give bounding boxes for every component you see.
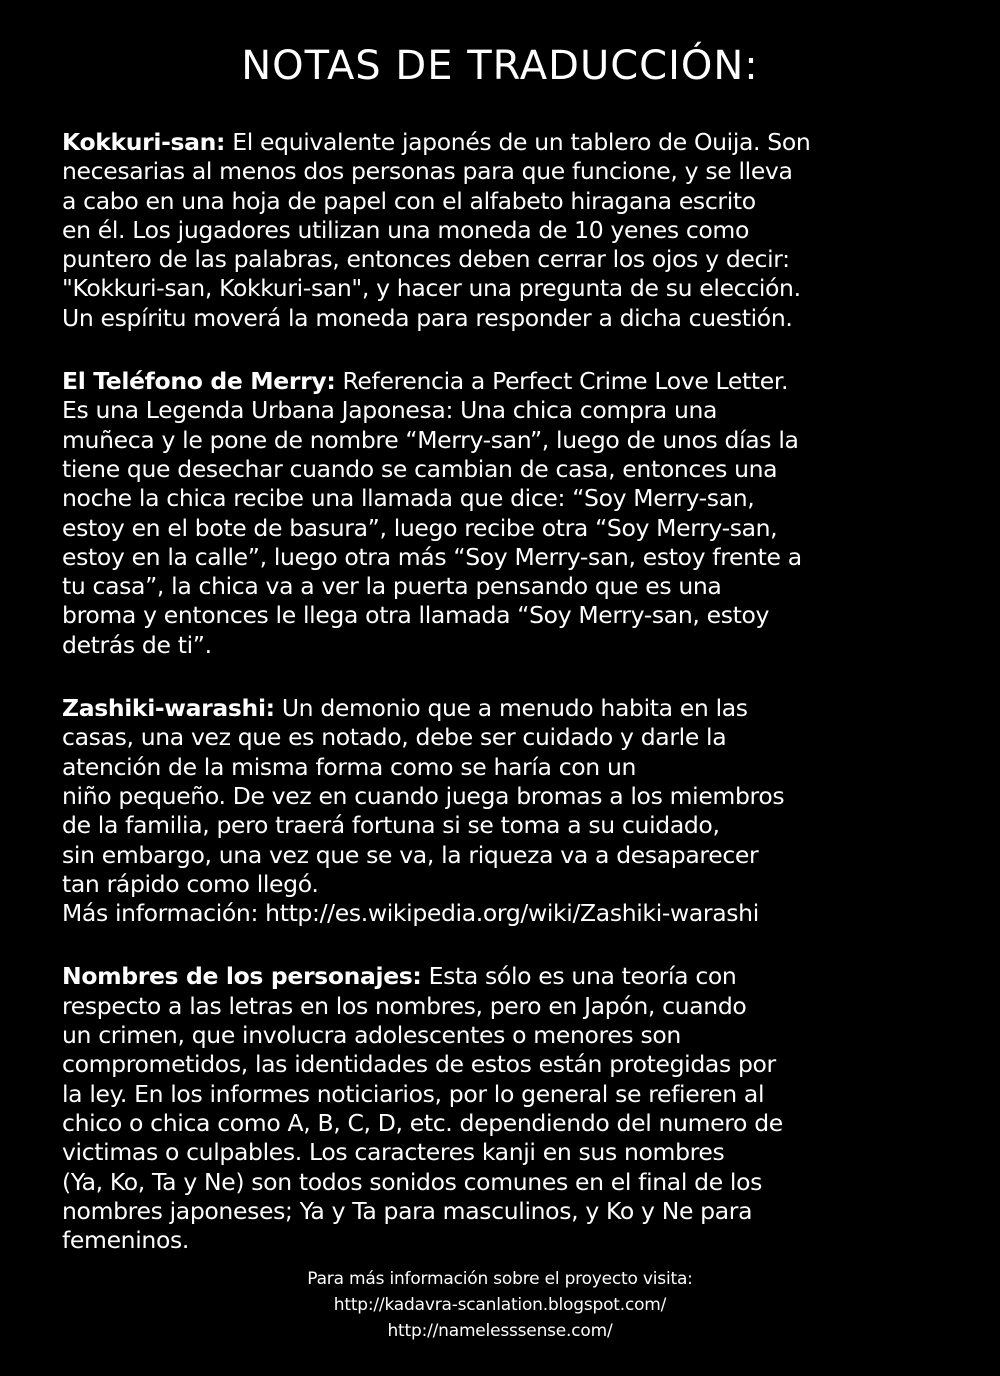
page-title: NOTAS DE TRADUCCIÓN: [241,43,759,89]
note-line: victimas o culpables. Los caracteres kanji en sus nombres [62,1138,725,1167]
note-line: la ley. En los informes noticiarios, por lo general se refieren al [62,1079,765,1108]
note-line: Referencia a Perfect Crime Love Letter. [335,367,789,396]
footer-link-namelesssense[interactable]: http://namelesssense.com/ [387,1321,613,1341]
note-line: muñeca y le pone de nombre “Merry-san”, luego de unos días la [62,425,799,454]
note-nombres-de-los-personajes [62,962,942,1255]
note-line: niño pequeño. De vez en cuando juega bromas a los miembros [62,781,785,810]
note-line: casas, una vez que es notado, debe ser cuidado y darle la [62,723,727,752]
note-line: respecto a las letras en los nombres, pero en Japón, cuando [62,991,747,1020]
footer-text: Para más información sobre el proyecto visita: [307,1269,693,1289]
note-line: tan rápido como llegó. [62,869,319,898]
note-line: necesarias al menos dos personas para que funcione, y se lleva [62,157,793,186]
note-line: estoy en la calle”, luego otra más “Soy Merry-san, estoy frente a [62,542,802,571]
note-line: Un demonio que a menudo habita en las [274,694,748,723]
note-line: femeninos. [62,1226,189,1255]
note-line: Esta sólo es una teoría con [421,962,737,991]
note-line: un crimen, que involucra adolescentes o menores son [62,1021,681,1050]
note-zashiki-warashi [62,694,942,928]
note-link-line[interactable]: Más información: http://es.wikipedia.org/wiki/Zashiki-warashi [62,899,759,928]
note-line: puntero de las palabras, entonces deben cerrar los ojos y decir: [62,245,790,274]
note-line: El equivalente japonés de un tablero de Ouija. Son [225,128,811,156]
note-line: nombres japoneses; Ya y Ta para masculinos, y Ko y Ne para [62,1196,753,1225]
note-line: Es una Legenda Urbana Japonesa: Una chica compra una [62,396,718,425]
note-line: noche la chica recibe una llamada que dice: “Soy Merry-san, [62,484,755,513]
note-line: atención de la misma forma como se haría con un [62,752,637,781]
note-term: Kokkuri-san: [62,128,226,156]
note-term: Zashiki-warashi: [62,694,275,723]
note-kokkuri-san [62,128,942,333]
note-line: (Ya, Ko, Ta y Ne) son todos sonidos comunes en el final de los [62,1167,763,1196]
note-line: broma y entonces le llega otra llamada “Soy Merry-san, estoy [62,601,770,630]
note-line: en él. Los jugadores utilizan una moneda de 10 yenes como [62,215,750,244]
note-line: tu casa”, la chica va a ver la puerta pensando que es una [62,572,722,601]
note-term: Nombres de los personajes: [62,962,422,991]
note-line: comprometidos, las identidades de estos están protegidas por [62,1050,776,1079]
note-line: "Kokkuri-san, Kokkuri-san", y hacer una pregunta de su elección. [62,274,801,303]
footer-link-kadavra[interactable]: http://kadavra-scanlation.blogspot.com/ [333,1295,667,1315]
note-line: de la familia, pero traerá fortuna si se toma a su cuidado, [62,811,720,840]
note-line: tiene que desechar cuando se cambian de casa, entonces una [62,454,778,483]
note-line: Un espíritu moverá la moneda para responder a dicha cuestión. [62,303,793,332]
note-line: detrás de ti”. [62,630,212,659]
note-line: chico o chica como A, B, C, D, etc. dependiendo del numero de [62,1108,783,1137]
footer [0,1266,1000,1344]
note-line: estoy en el bote de basura”, luego recibe otra “Soy Merry-san, [62,513,778,542]
note-line: a cabo en una hoja de papel con el alfabeto hiragana escrito [62,186,756,215]
note-line: sin embargo, una vez que se va, la riqueza va a desaparecer [62,840,759,869]
notes-list [62,128,942,1289]
note-term: El Teléfono de Merry: [62,367,336,396]
note-telefono-de-merry [62,367,942,660]
